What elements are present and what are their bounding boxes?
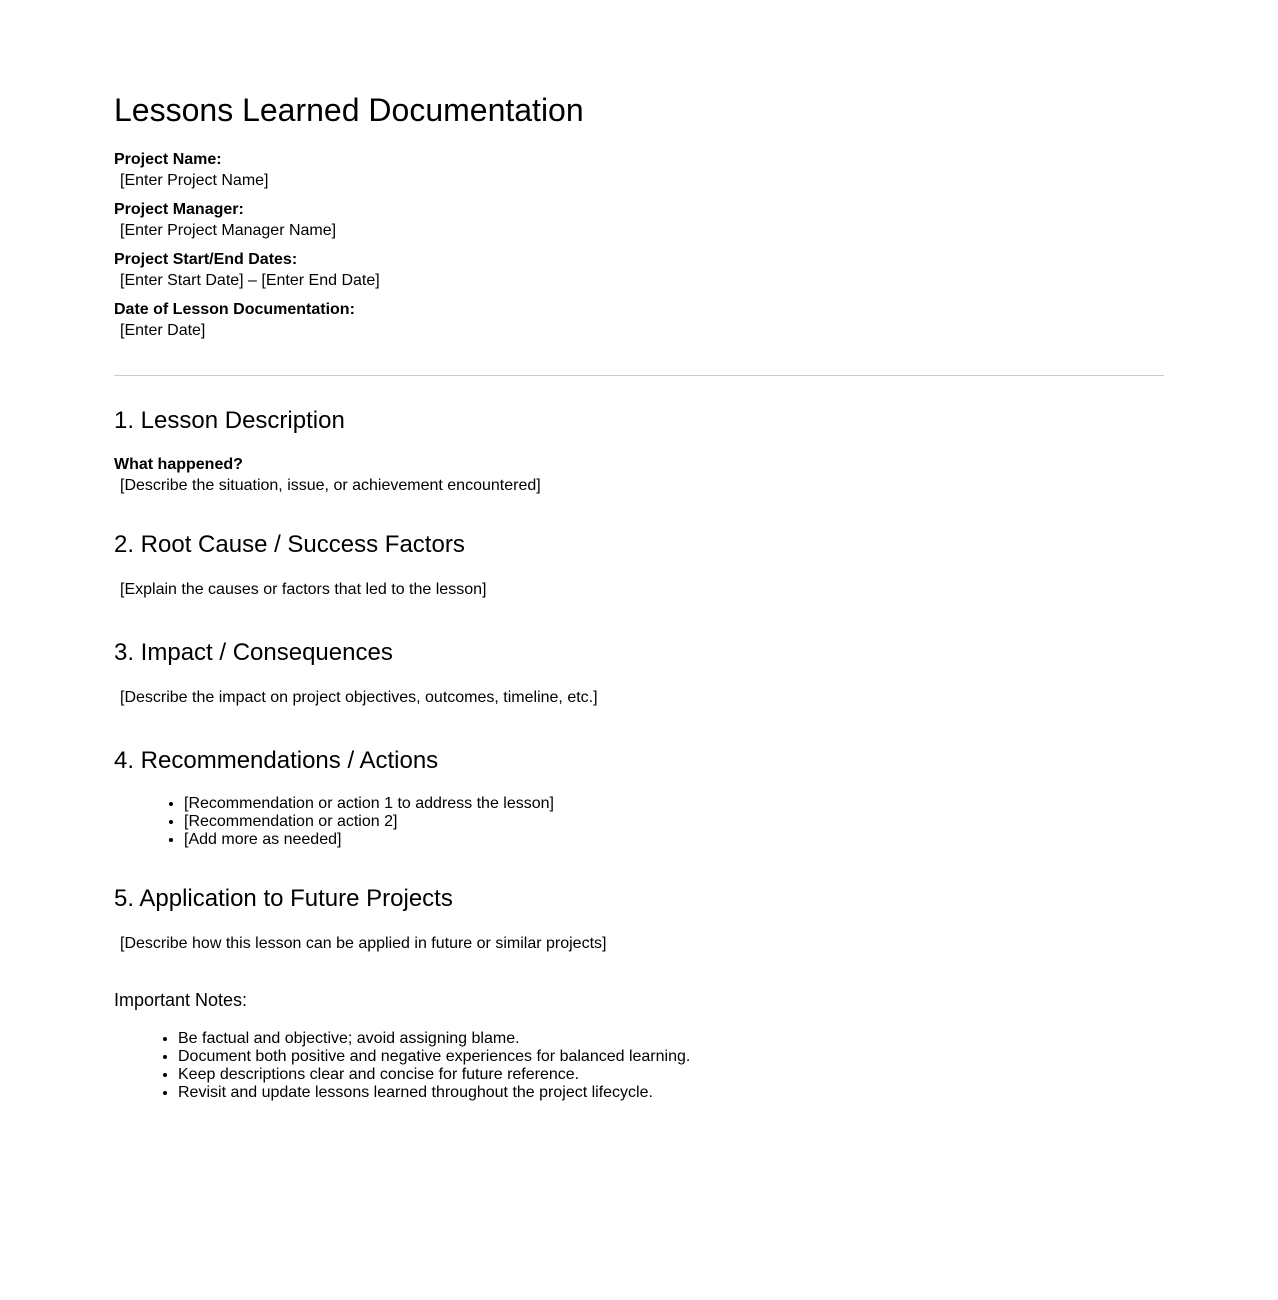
list-item: • Be factual and objective; avoid assigning blame. — [178, 1030, 1164, 1048]
project-dates-label: Project Start/End Dates: — [114, 251, 298, 268]
application-heading: 5. Application to Future Projects — [114, 885, 453, 912]
section-application — [114, 884, 1164, 955]
list-item: • [Add more as needed] — [184, 831, 1164, 849]
application-text: [Describe how this lesson can be applied in future or similar projects] — [120, 935, 607, 952]
list-item: • Revisit and update lessons learned throughout the project lifecycle. — [178, 1084, 1164, 1102]
section-important-notes — [114, 988, 1164, 1102]
important-notes-heading: Important Notes: — [114, 990, 248, 1010]
recommendations-heading: 4. Recommendations / Actions — [114, 747, 439, 774]
meta-project-dates — [114, 250, 1164, 292]
list-item: • [Recommendation or action 2] — [184, 813, 1164, 831]
impact-text: [Describe the impact on project objectives, outcomes, timeline, etc.] — [120, 689, 598, 706]
section-root-cause — [114, 530, 1164, 601]
meta-project-manager — [114, 200, 1164, 242]
section-divider — [114, 375, 1164, 376]
section-lesson-description — [114, 406, 1164, 497]
project-name-value: [Enter Project Name] — [120, 172, 269, 189]
important-notes-list — [114, 1030, 1164, 1102]
root-cause-text: [Explain the causes or factors that led to the lesson] — [120, 581, 487, 598]
what-happened-label: What happened? — [114, 456, 243, 473]
documentation-date-value: [Enter Date] — [120, 322, 206, 339]
project-meta — [114, 150, 1164, 342]
root-cause-heading: 2. Root Cause / Success Factors — [114, 531, 465, 558]
lesson-description-text: [Describe the situation, issue, or achievement encountered] — [120, 477, 541, 494]
list-item: • Keep descriptions clear and concise for future reference. — [178, 1066, 1164, 1084]
project-name-label: Project Name: — [114, 151, 222, 168]
list-item: • [Recommendation or action 1 to address the lesson] — [184, 795, 1164, 813]
list-item: • Document both positive and negative experiences for balanced learning. — [178, 1048, 1164, 1066]
meta-documentation-date — [114, 300, 1164, 342]
section-impact — [114, 638, 1164, 709]
recommendations-list — [114, 795, 1164, 849]
impact-heading: 3. Impact / Consequences — [114, 639, 393, 666]
project-manager-value: [Enter Project Manager Name] — [120, 222, 337, 239]
project-dates-value: [Enter Start Date] – [Enter End Date] — [120, 272, 380, 289]
section-recommendations — [114, 746, 1164, 849]
meta-project-name — [114, 150, 1164, 192]
documentation-date-label: Date of Lesson Documentation: — [114, 301, 355, 318]
document-title: Lessons Learned Documentation — [114, 92, 584, 128]
lesson-description-heading: 1. Lesson Description — [114, 407, 345, 434]
project-manager-label: Project Manager: — [114, 201, 244, 218]
